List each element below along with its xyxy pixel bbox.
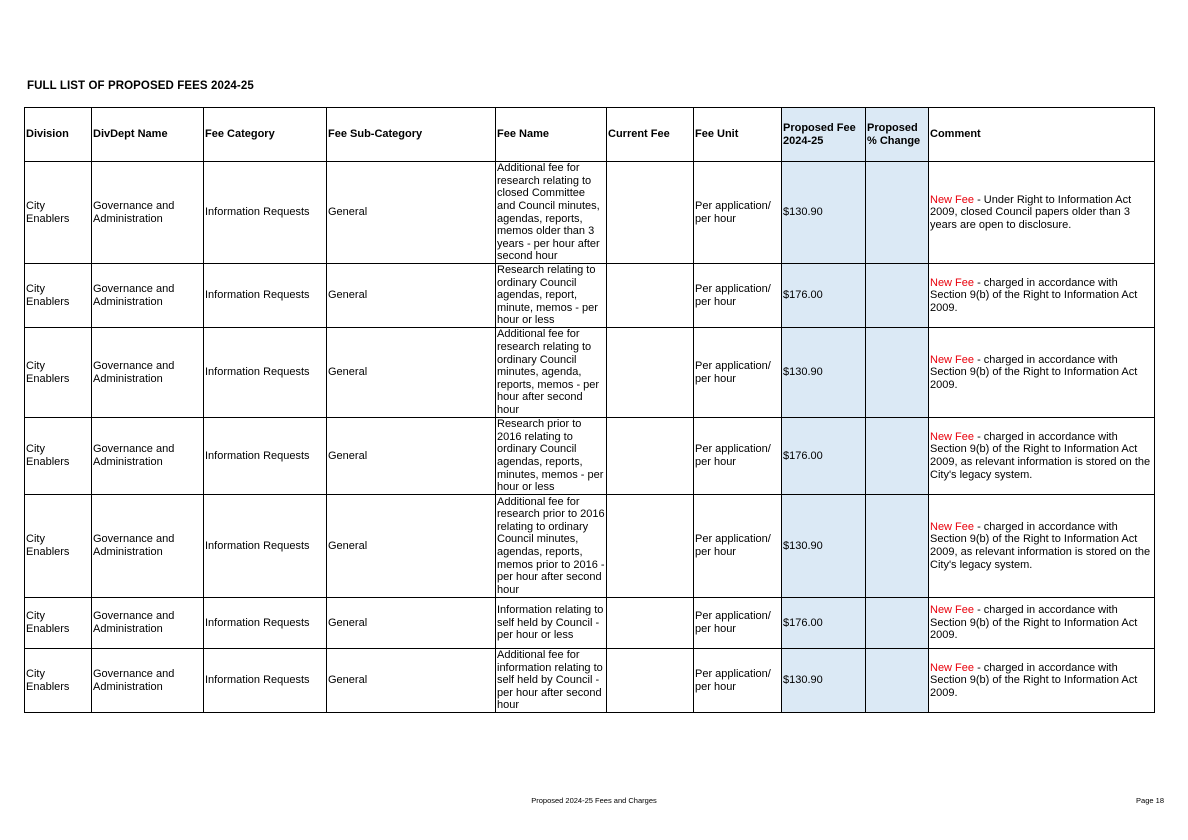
header-division: Division xyxy=(25,108,92,162)
division-cell: City Enablers xyxy=(25,495,92,598)
fee-unit-cell: Per application/ per hour xyxy=(694,495,782,598)
proposed-fee-cell: $130.90 xyxy=(782,328,866,418)
fee-name-cell: Additional fee for research relating to closed Committee and Council minutes, agendas, reports, memos older than 3 years - per hour after second hour xyxy=(496,162,607,264)
table-row xyxy=(25,162,1155,264)
table-row xyxy=(25,418,1155,495)
header-fee-name: Fee Name xyxy=(496,108,607,162)
comment-cell xyxy=(929,418,1155,495)
proposed-fee-cell: $176.00 xyxy=(782,264,866,328)
current-fee-cell xyxy=(607,495,694,598)
division-cell: City Enablers xyxy=(25,649,92,713)
category-cell: Information Requests xyxy=(204,598,327,649)
proposed-fee-cell: $176.00 xyxy=(782,598,866,649)
table-row xyxy=(25,264,1155,328)
table-header-row xyxy=(25,108,1155,162)
dept-cell: Governance and Administration xyxy=(92,649,204,713)
category-cell: Information Requests xyxy=(204,495,327,598)
category-cell: Information Requests xyxy=(204,328,327,418)
header-fee-sub-category: Fee Sub-Category xyxy=(327,108,496,162)
subcategory-cell: General xyxy=(327,495,496,598)
current-fee-cell xyxy=(607,598,694,649)
header-fee-unit: Fee Unit xyxy=(694,108,782,162)
comment-cell xyxy=(929,328,1155,418)
comment-cell xyxy=(929,598,1155,649)
proposed-change-cell xyxy=(866,264,929,328)
fee-name-cell: Research prior to 2016 relating to ordinary Council agendas, reports, minutes, memos - per hour or less xyxy=(496,418,607,495)
proposed-change-cell xyxy=(866,162,929,264)
fee-unit-cell: Per application/ per hour xyxy=(694,418,782,495)
comment-text: - charged in accordance with Section 9(b) of the Right to Information Act 2009, as relevant information is stored on the City's legacy system. xyxy=(930,520,1151,571)
fee-name-cell: Additional fee for research relating to ordinary Council minutes, agenda, reports, memos - per hour after second hour xyxy=(496,328,607,418)
division-cell: City Enablers xyxy=(25,598,92,649)
dept-cell: Governance and Administration xyxy=(92,264,204,328)
fee-unit-cell: Per application/ per hour xyxy=(694,162,782,264)
comment-text: - Under Right to Information Act 2009, closed Council papers older than 3 years are open to disclosure. xyxy=(930,193,1132,231)
footer-document-title: Proposed 2024-25 Fees and Charges xyxy=(531,796,657,805)
category-cell: Information Requests xyxy=(204,162,327,264)
subcategory-cell: General xyxy=(327,328,496,418)
comment-text: - charged in accordance with Section 9(b) of the Right to Information Act 2009. xyxy=(930,604,1138,642)
header-fee-category: Fee Category xyxy=(204,108,327,162)
dept-cell: Governance and Administration xyxy=(92,495,204,598)
fee-name-cell: Additional fee for research prior to 2016 relating to ordinary Council minutes, agendas, reports, memos prior to 2016 - per hour after second hour xyxy=(497,495,605,596)
dept-cell: Governance and Administration xyxy=(92,328,204,418)
subcategory-cell: General xyxy=(327,649,496,713)
proposed-change-cell xyxy=(866,598,929,649)
current-fee-cell xyxy=(607,649,694,713)
fee-unit-cell: Per application/ per hour xyxy=(694,264,782,328)
header-current-fee: Current Fee xyxy=(607,108,694,162)
proposed-change-cell xyxy=(866,649,929,713)
header-proposed-fee: Proposed Fee 2024-25 xyxy=(782,108,866,162)
proposed-fee-cell: $176.00 xyxy=(782,418,866,495)
division-cell: City Enablers xyxy=(25,162,92,264)
division-cell: City Enablers xyxy=(25,264,92,328)
dept-cell: Governance and Administration xyxy=(92,598,204,649)
new-fee-tag: New Fee xyxy=(930,520,975,533)
new-fee-tag: New Fee xyxy=(930,661,975,674)
footer-page-number: Page 18 xyxy=(1136,796,1164,805)
fee-unit-cell: Per application/ per hour xyxy=(694,649,782,713)
new-fee-tag: New Fee xyxy=(930,353,975,366)
page-title: FULL LIST OF PROPOSED FEES 2024-25 xyxy=(27,80,254,92)
comment-text: - charged in accordance with Section 9(b) of the Right to Information Act 2009. xyxy=(930,661,1138,699)
subcategory-cell: General xyxy=(327,418,496,495)
new-fee-tag: New Fee xyxy=(930,604,975,617)
proposed-change-cell xyxy=(866,495,929,598)
proposed-fee-cell: $130.90 xyxy=(782,162,866,264)
current-fee-cell xyxy=(607,264,694,328)
category-cell: Information Requests xyxy=(204,264,327,328)
table-row xyxy=(25,649,1155,713)
division-cell: City Enablers xyxy=(25,328,92,418)
proposed-change-cell xyxy=(866,418,929,495)
new-fee-tag: New Fee xyxy=(930,193,975,206)
fee-name-cell: Research relating to ordinary Council agendas, report, minute, memos - per hour or less xyxy=(496,264,607,328)
header-comment: Comment xyxy=(929,108,1155,162)
comment-cell xyxy=(929,264,1155,328)
current-fee-cell xyxy=(607,418,694,495)
header-proposed-change: Proposed % Change xyxy=(866,108,929,162)
fees-table xyxy=(24,107,1155,713)
header-divdept-name: DivDept Name xyxy=(92,108,204,162)
table-row xyxy=(25,495,1155,598)
dept-cell: Governance and Administration xyxy=(92,162,204,264)
comment-cell xyxy=(929,649,1155,713)
subcategory-cell: General xyxy=(327,162,496,264)
fee-unit-cell: Per application/ per hour xyxy=(694,598,782,649)
current-fee-cell xyxy=(607,328,694,418)
table-row xyxy=(25,328,1155,418)
proposed-change-cell xyxy=(866,328,929,418)
comment-text: - charged in accordance with Section 9(b) of the Right to Information Act 2009. xyxy=(930,353,1138,391)
category-cell: Information Requests xyxy=(204,418,327,495)
comment-cell xyxy=(929,162,1155,264)
current-fee-cell xyxy=(607,162,694,264)
proposed-fee-cell: $130.90 xyxy=(782,649,866,713)
division-cell: City Enablers xyxy=(25,418,92,495)
new-fee-tag: New Fee xyxy=(930,276,975,289)
comment-text: - charged in accordance with Section 9(b) of the Right to Information Act 2009, as relevant information is stored on the City's legacy system. xyxy=(930,430,1151,481)
comment-text: - charged in accordance with Section 9(b) of the Right to Information Act 2009. xyxy=(930,276,1138,314)
fee-unit-cell: Per application/ per hour xyxy=(694,328,782,418)
dept-cell: Governance and Administration xyxy=(92,418,204,495)
fee-name-cell: Information relating to self held by Council - per hour or less xyxy=(496,598,607,649)
comment-cell xyxy=(929,495,1155,598)
proposed-fee-cell: $130.90 xyxy=(782,495,866,598)
fee-name-cell: Additional fee for information relating to self held by Council - per hour after second hour xyxy=(496,649,607,713)
subcategory-cell: General xyxy=(327,598,496,649)
table-row xyxy=(25,598,1155,649)
category-cell: Information Requests xyxy=(204,649,327,713)
new-fee-tag: New Fee xyxy=(930,430,975,443)
subcategory-cell: General xyxy=(327,264,496,328)
